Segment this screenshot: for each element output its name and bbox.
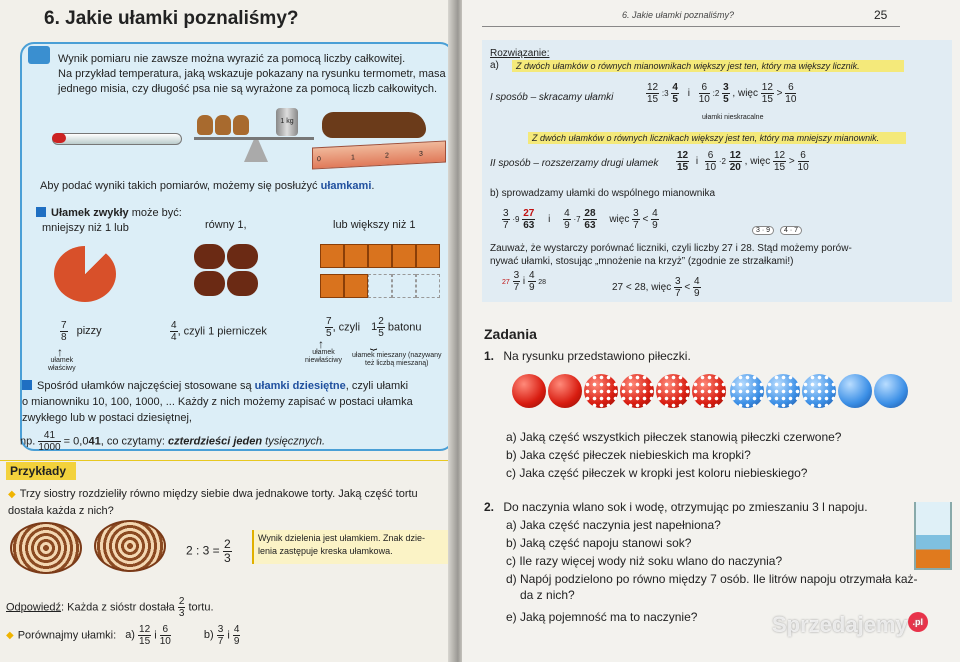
frac-num: 4 — [652, 208, 658, 219]
frac-num: 2 — [178, 596, 185, 607]
answer-line — [6, 596, 214, 619]
ball-red — [512, 374, 546, 408]
kind-greater: lub większy niż 1 — [333, 219, 416, 231]
divider — [0, 460, 448, 461]
frac-den: 5 — [672, 94, 678, 105]
and-word: i — [548, 214, 551, 226]
frac-num: 6 — [705, 150, 716, 162]
frac-num: 4 — [693, 276, 700, 287]
czyli-word: , czyli — [332, 321, 361, 334]
ulamek-zwykly-bold: Ułamek zwykły — [51, 207, 129, 219]
ball-blue — [838, 374, 872, 408]
frac-num: 6 — [160, 624, 171, 636]
intro-line: Na przykład temperatura, jaką wskazuje pokazany na rysunku termometr, masa — [58, 68, 446, 80]
label-line: też liczbą mieszaną) — [365, 360, 429, 367]
sposob2-math: $\frac{12}{15}$ i $\frac{6}{10}$ ·2 $\frac{12}{20}$ , więc $\frac{12}{15}$ > $\frac{6}{10}$ — [677, 150, 809, 173]
dziesietne-text — [22, 378, 413, 426]
cross-result — [612, 276, 701, 299]
sposob1-math — [646, 82, 796, 105]
frac-den: 7 — [513, 282, 520, 293]
example-pizza — [60, 320, 102, 343]
division-text: 2 : 3 = — [186, 543, 220, 558]
frac-den: 15 — [647, 94, 659, 105]
frac-num: 7 — [61, 320, 67, 331]
label-mieszany — [352, 352, 441, 368]
task-2c: c) Ile razy więcej wody niż soku wlano do naczynia? — [506, 554, 783, 568]
part-a: a) — [490, 60, 499, 71]
compare-text: Porównajmy ułamki: — [17, 629, 117, 642]
weight-icon: 1 kg — [276, 108, 298, 136]
frac-num: 3 — [217, 624, 224, 635]
label-line: niewłaściwy — [305, 357, 342, 364]
ball-red-dotted — [584, 374, 618, 408]
frac-num: 12 — [677, 150, 689, 161]
dz-keyword: ułamki dziesiętne — [254, 380, 346, 392]
header-rule — [482, 26, 900, 27]
label-line: właściwy — [48, 365, 76, 372]
compare-a: a) — [125, 629, 135, 642]
pizza-icon — [54, 246, 116, 302]
ex-line: Trzy siostry rozdzieliły równo między siebie dwa jednakowe torty. Jaką część tortu — [19, 488, 418, 500]
aby-sentence: Aby podać wyniki takich pomiarów, możemy się posłużyć — [40, 180, 318, 192]
frac-den: 10 — [704, 162, 717, 173]
frac-den: 15 — [761, 94, 773, 105]
frac-num: 3 — [675, 276, 681, 287]
and-word: i — [687, 88, 690, 100]
example-gingerbread — [170, 320, 267, 343]
frac-den: 7 — [675, 288, 681, 299]
frac-num: 28 — [584, 208, 596, 219]
rule2: Z dwóch ułamków o równych licznikach większy jest ten, który ma mniejszy mianownik. — [528, 132, 906, 144]
ruler-tick: 1 — [351, 154, 355, 162]
kind-equal: równy 1, — [205, 219, 247, 231]
np-read: , co czytamy: — [100, 435, 165, 448]
frac-num: 12 — [729, 150, 741, 161]
compare-b: b) — [203, 629, 214, 642]
frac-num: 6 — [798, 150, 809, 162]
frac-num: 4 — [171, 320, 177, 331]
np-eq: = 0,0 — [63, 435, 89, 448]
answer-label: Odpowiedź — [6, 601, 62, 614]
frac-den: 4 — [171, 332, 177, 343]
frac-num: 4 — [564, 208, 570, 219]
rozwiazanie-label: Rozwiązanie: — [490, 48, 550, 59]
cake-icon — [10, 522, 82, 574]
cross-top: 27 — [502, 279, 510, 287]
frac-den: 15 — [773, 162, 786, 173]
task-1a: a) Jaką część wszystkich piłeczek stanowią piłeczki czerwone? — [506, 430, 842, 444]
diamond-bullet-icon: ◆ — [8, 489, 16, 500]
gingerbread-word: , czyli 1 pierniczek — [177, 325, 267, 338]
task-number: 2. — [484, 500, 495, 514]
zadania-heading: Zadania — [484, 326, 537, 342]
frac-den: 5 — [378, 328, 384, 339]
frac-num: 3 — [503, 208, 509, 219]
frac-den: 9 — [528, 282, 535, 293]
zauwaz-line: nywać ułamki, stosując „mnożenie na krzyż” (zgodnie ze strzałkami!) — [490, 256, 794, 267]
expand-label: ·2 — [718, 157, 726, 167]
label-wlasciwy — [48, 357, 76, 373]
task-2b: b) Jaką część napoju stanowi sok? — [506, 536, 692, 550]
task-text: Do naczynia wlano sok i wodę, otrzymując po zmieszaniu 3 l napoju. — [503, 500, 868, 514]
diamond-bullet-icon: ◆ — [6, 630, 14, 642]
note-line: Wynik dzielenia jest ułamkiem. Znak dzie- — [258, 533, 425, 543]
frac-den: 5 — [326, 328, 332, 339]
dz-line: zwykłego lub w postaci dziesiętnej, — [22, 412, 192, 424]
label-niewlasciwy — [305, 349, 342, 365]
sposob1-text: I sposób – skracamy ułamki — [490, 92, 614, 103]
book-icon — [28, 46, 50, 64]
cross-top: 28 — [538, 279, 547, 287]
frac-den: 10 — [698, 94, 710, 105]
ball-red-dotted — [692, 374, 726, 408]
task-2e: e) Jaką pojemność ma to naczynie? — [506, 610, 698, 624]
brace-icon: ⏟ — [370, 336, 378, 350]
frac-den: 7 — [217, 636, 224, 647]
right-page — [462, 0, 960, 662]
frac-num: 4 — [233, 624, 240, 635]
task-1c: c) Jaka część piłeczek w kropki jest koloru niebieskiego? — [506, 466, 808, 480]
cross-result-text: 27 < 28, więc — [612, 282, 672, 294]
frac-num: 12 — [761, 82, 773, 93]
frac-den: 63 — [523, 220, 535, 231]
ruler-tick: 2 — [385, 152, 389, 160]
frac-den: 7 — [633, 220, 639, 231]
frac-den: 15 — [139, 636, 151, 647]
page-number: 25 — [874, 8, 888, 22]
reduce-label: :3 — [661, 89, 669, 99]
intro-line: jednego misia, czy długość psa nie są wyrażone za pomocą liczb całkowitych. — [58, 83, 438, 95]
ball-blue-dotted — [802, 374, 836, 408]
ball-red-dotted — [620, 374, 654, 408]
watermark-badge: .pl — [908, 612, 928, 632]
frac-den: 20 — [729, 162, 741, 173]
rozwiazanie — [490, 48, 549, 59]
lt-sign: < — [684, 282, 691, 294]
scale-beam — [194, 137, 314, 140]
sposob1 — [490, 92, 613, 103]
frac-den: 7 — [503, 220, 509, 231]
frac-num: 3 — [513, 270, 520, 281]
pizza-word: pizzy — [76, 325, 102, 338]
ulamek-zwykly-heading — [36, 207, 182, 219]
frac-num: 2 — [224, 537, 231, 551]
frac-num: 12 — [139, 624, 151, 635]
label-line: ułamek — [312, 349, 335, 356]
ball-blue — [874, 374, 908, 408]
moze-byc: może być: — [131, 207, 182, 219]
wiec: , więc — [744, 156, 771, 168]
ruler-tick: 3 — [419, 150, 423, 158]
dachshund — [322, 112, 426, 138]
compare-i: i — [227, 629, 230, 642]
np-read-bold: czterdzieści jeden — [167, 435, 263, 448]
watermark — [772, 612, 928, 638]
frac-num: 7 — [326, 316, 332, 327]
task-text: Na rysunku przedstawiono piłeczki. — [503, 349, 691, 363]
ball-blue-dotted — [730, 374, 764, 408]
division-expr — [186, 538, 232, 565]
compare-i: i — [154, 629, 157, 642]
label-line: ułamek mieszany (nazywany — [352, 352, 442, 359]
square-bullet-icon — [36, 207, 46, 217]
frac-den: 9 — [564, 220, 570, 231]
thermometer-bulb — [52, 133, 66, 143]
frac-num: 3 — [723, 82, 729, 93]
ball-red-dotted — [656, 374, 690, 408]
note-box — [252, 530, 458, 564]
gt-sign: > — [776, 88, 783, 100]
gt-sign: > — [788, 156, 795, 168]
answer-text: : Każda z sióstr dostała — [61, 601, 175, 614]
frac-den: 9 — [693, 288, 700, 299]
left-page — [0, 0, 458, 662]
wiec: więc — [609, 214, 630, 226]
mixed-whole: 1 — [371, 321, 378, 334]
sposob2 — [490, 158, 658, 169]
np-bold: 41 — [88, 435, 101, 448]
task-1b: b) Jaka część piłeczek niebieskich ma kropki? — [506, 448, 751, 462]
batonu-word: batonu — [387, 321, 422, 334]
ruler-tick: 0 — [317, 156, 321, 164]
np-prefix: np. — [20, 435, 36, 448]
frac-den: 3 — [224, 551, 231, 565]
dz-line: Spośród ułamków najczęściej stosowane są — [37, 380, 252, 392]
running-head: 6. Jakie ułamki poznaliśmy? — [622, 10, 735, 20]
gingerbread-icon — [194, 244, 258, 296]
compare-line — [6, 624, 240, 647]
arrow-up-icon: ↑ — [57, 345, 63, 359]
frac-den: 15 — [677, 162, 689, 173]
dz-line: , czyli ułamki — [345, 380, 409, 392]
frac-den: 1000 — [38, 442, 61, 453]
frac-num: 4 — [672, 82, 678, 93]
rule1: Z dwóch ułamków o równych mianownikach większy jest ten, który ma większy licznik. — [512, 60, 904, 72]
chocolate-bars — [320, 240, 440, 304]
kind-less: mniejszy niż 1 lub — [42, 222, 129, 234]
frac-den: 10 — [159, 636, 171, 647]
wiec: , więc — [732, 88, 758, 100]
square-bullet-icon — [22, 380, 32, 390]
intro-text — [58, 52, 446, 97]
frac-num: 4 — [528, 270, 535, 281]
cake-icon — [94, 520, 166, 572]
aby-text: Aby podać wyniki takich pomiarów, możemy się posłużyć ułamkami. — [40, 180, 375, 192]
watermark-text: Sprzedajemy — [772, 612, 908, 637]
sposob2-text: II sposób – rozszerzamy drugi ułamek — [490, 158, 659, 169]
note-line: lenia zastępuje kreska ułamkowa. — [258, 546, 393, 556]
aby-keyword: ułamkami — [320, 180, 372, 192]
frac-num: 6 — [699, 82, 710, 94]
np-example — [20, 430, 325, 453]
page-title: 6. Jakie ułamki poznaliśmy? — [44, 8, 299, 29]
ball-blue-dotted — [766, 374, 800, 408]
expand-label: ·9 — [512, 215, 520, 225]
thermometer — [52, 133, 182, 145]
zauwaz-text — [490, 242, 852, 268]
frac-den: 10 — [797, 162, 809, 173]
cross-multiplication — [502, 270, 546, 293]
frac-den: 9 — [652, 220, 658, 231]
dz-line: o mianowniku 10, 100, 1000, ... Każdy z nich możemy zapisać w postaci ułamka — [22, 396, 413, 408]
lt-sign: < — [642, 214, 649, 226]
and-word: i — [522, 276, 526, 288]
np-read-end: tysięcznych. — [265, 435, 326, 448]
common-denominator-math — [502, 208, 659, 231]
answer-end: tortu. — [188, 601, 214, 614]
frac-num: 12 — [773, 150, 786, 161]
frac-den: 63 — [584, 220, 596, 231]
frac-den: 10 — [785, 94, 797, 105]
label-line: ułamek — [50, 357, 74, 364]
task-1 — [484, 349, 691, 363]
frac-den: 5 — [723, 94, 729, 105]
frac-num: 41 — [38, 430, 60, 442]
reduce-label: :2 — [712, 89, 720, 99]
frac-den: 8 — [61, 332, 67, 343]
task-2a: a) Jaka część naczynia jest napełniona? — [506, 518, 721, 532]
frac-num: 12 — [647, 82, 659, 93]
teddy-bears — [197, 115, 251, 135]
example-text — [8, 486, 418, 519]
ex-line: dostała każda z nich? — [8, 505, 114, 517]
ball-red — [548, 374, 582, 408]
intro-line: Wynik pomiaru nie zawsze można wyrazić za pomocą liczby całkowitej. — [58, 53, 406, 65]
zauwaz-line: Zauważ, że wystarczy porównać liczniki, czyli liczby 27 i 28. Stąd możemy porów- — [490, 243, 852, 254]
task-2 — [484, 500, 868, 514]
frac-den: 9 — [233, 636, 240, 647]
frac-num: 2 — [378, 316, 384, 327]
arrow-up-icon: ↑ — [318, 337, 324, 351]
cross-label: 4 · 7 — [780, 226, 802, 235]
frac-num: 27 — [523, 208, 535, 219]
frac-den: 3 — [178, 608, 185, 619]
frac-num: 6 — [785, 82, 796, 94]
task-number: 1. — [484, 349, 495, 363]
nieskracalne-label: ułamki nieskracalne — [702, 114, 764, 121]
task-2d: d) Napój podzielono po równo między 7 osób. Ile litrów napoju otrzymała każ- — [506, 572, 918, 586]
cross-label: 3 · 9 — [752, 226, 774, 235]
part-b: b) sprowadzamy ułamki do wspólnego mianownika — [490, 188, 716, 199]
przyklady-header: Przykłady — [6, 462, 76, 480]
measuring-cup — [914, 502, 952, 570]
task-2d-cont: da z nich? — [520, 588, 575, 602]
frac-num: 3 — [633, 208, 639, 219]
expand-label: ·7 — [573, 215, 581, 225]
